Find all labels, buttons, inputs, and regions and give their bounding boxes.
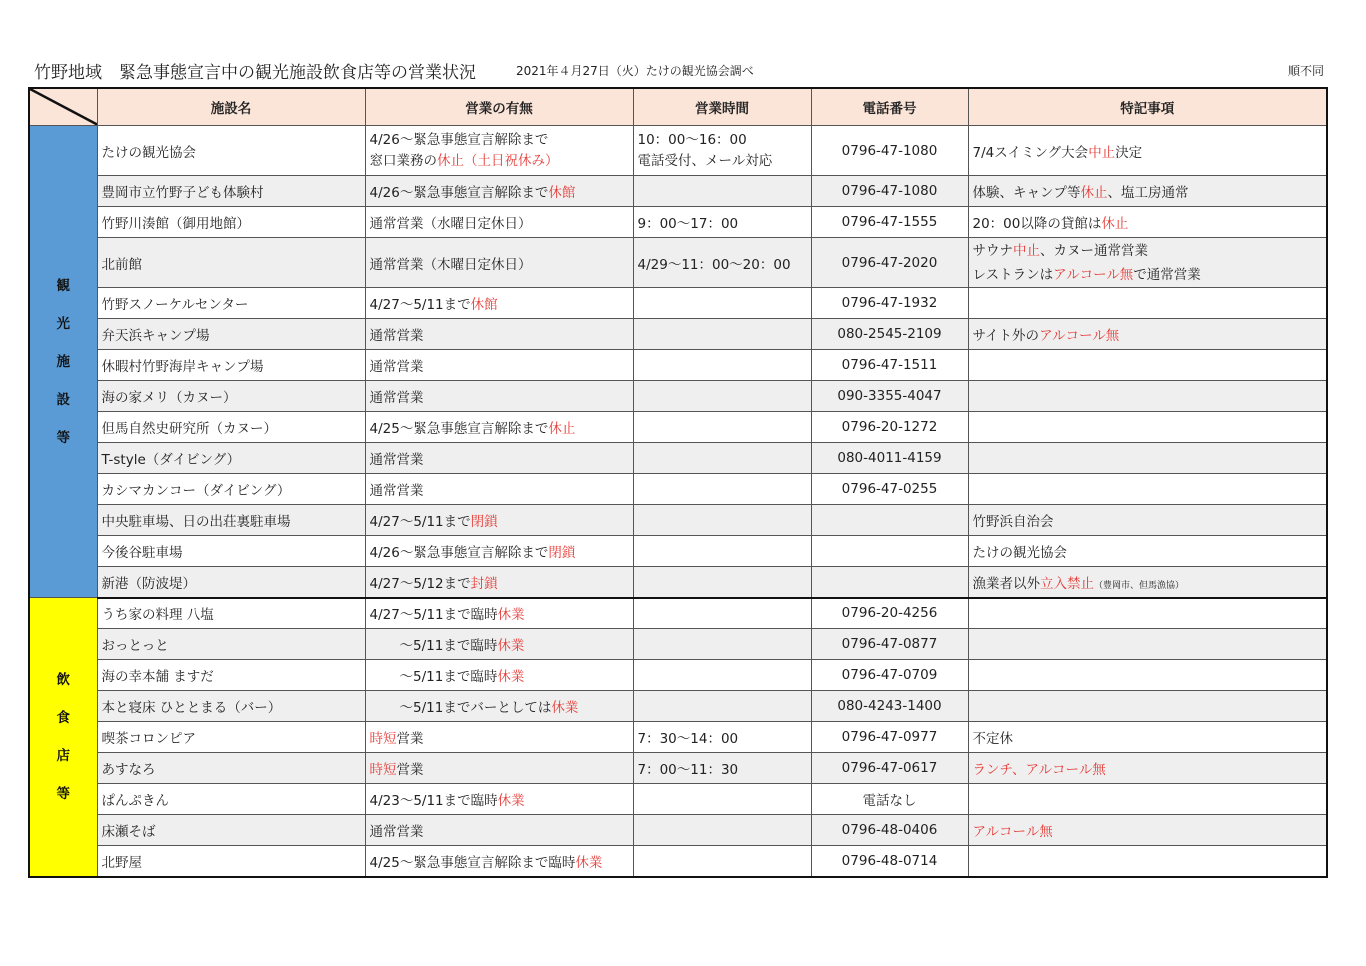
table-row <box>29 660 1327 691</box>
note-text: サイト外の <box>972 328 1040 344</box>
note-text: 決定 <box>1115 144 1143 161</box>
table-row <box>29 753 1327 784</box>
facility-name: T-style（ダイビング） <box>97 443 365 474</box>
facility-name: たけの観光協会 <box>97 126 365 176</box>
category-food <box>29 598 97 877</box>
table-row <box>29 238 1327 288</box>
status-highlight: 休館 <box>470 297 498 313</box>
status-highlight: 休館 <box>548 185 576 201</box>
notes-cell <box>968 598 1327 629</box>
hours-cell <box>633 784 811 815</box>
notes-cell <box>968 629 1327 660</box>
hours-cell: 7：00～11：30 <box>633 753 811 784</box>
hours-cell <box>633 288 811 319</box>
facility-name: おっとっと <box>97 629 365 660</box>
notes-cell <box>968 660 1327 691</box>
hours-cell <box>633 598 811 629</box>
notes-cell <box>968 691 1327 722</box>
status-text: 4/25～緊急事態宣言解除まで臨時 <box>369 854 576 871</box>
table-row <box>29 784 1327 815</box>
status-text-line2 <box>370 151 629 172</box>
phone-number: 0796-47-1555 <box>811 207 968 238</box>
category-char: 店 <box>56 747 70 764</box>
notes-cell: ランチ、アルコール無 <box>968 753 1327 784</box>
status-cell <box>365 753 633 784</box>
status-text: 4/27～5/11まで <box>369 514 471 530</box>
facility-name: あすなろ <box>97 753 365 784</box>
note-text: 20：00以降の貸館は <box>972 216 1102 232</box>
note-highlight: 休止 <box>1101 216 1129 232</box>
status-text: 営業 <box>396 762 424 778</box>
status-text: 4/26～緊急事態宣言解除まで <box>369 185 549 201</box>
facility-name: 北野屋 <box>97 846 365 877</box>
status-highlight: 時短 <box>369 762 397 778</box>
notes-cell <box>968 126 1327 176</box>
phone-number: 電話なし <box>811 784 968 815</box>
hours-cell <box>633 660 811 691</box>
facility-name: 竹野川湊館（御用地館） <box>97 207 365 238</box>
table-row <box>29 722 1327 753</box>
table-row <box>29 176 1327 207</box>
hours-cell <box>633 126 811 176</box>
status-cell <box>365 846 633 877</box>
status-cell: 通常営業 <box>365 381 633 412</box>
notes-cell <box>968 443 1327 474</box>
facility-name: ぱんぷきん <box>97 784 365 815</box>
notes-cell <box>968 288 1327 319</box>
notes-cell: 竹野浜自治会 <box>968 505 1327 536</box>
facility-name: うち家の料理 八塩 <box>97 598 365 629</box>
phone-number: 0796-20-4256 <box>811 598 968 629</box>
notes-cell <box>968 474 1327 505</box>
notes-cell <box>968 846 1327 877</box>
status-cell <box>365 505 633 536</box>
table-row <box>29 567 1327 598</box>
status-cell <box>365 691 633 722</box>
facility-name: 新港（防波堤） <box>97 567 365 598</box>
hours-cell <box>633 381 811 412</box>
hours-cell <box>633 846 811 877</box>
facility-name: 中央駐車場、日の出荘裏駐車場 <box>97 505 365 536</box>
document-title: 竹野地域 緊急事態宣言中の観光施設飲食店等の営業状況 <box>34 63 476 83</box>
facility-name: 今後谷駐車場 <box>97 536 365 567</box>
status-text: 4/23～5/11まで臨時 <box>369 793 498 809</box>
hours-cell <box>633 176 811 207</box>
phone-number: 0796-20-1272 <box>811 412 968 443</box>
notes-cell <box>968 176 1327 207</box>
phone-number <box>811 567 968 598</box>
status-highlight: 休業 <box>497 793 525 809</box>
phone-number: 0796-47-2020 <box>811 238 968 288</box>
note-line <box>973 239 1323 263</box>
note-small-text: （豊岡市、但馬漁協） <box>1094 580 1185 591</box>
status-cell <box>365 629 633 660</box>
status-indented <box>370 665 525 685</box>
hours-cell: 9：00～17：00 <box>633 207 811 238</box>
status-cell <box>365 722 633 753</box>
column-header-facility: 施設名 <box>97 88 365 126</box>
hours-cell <box>633 474 811 505</box>
note-highlight: 中止 <box>1013 242 1040 259</box>
status-highlight: 封鎖 <box>470 575 498 592</box>
facility-name: 北前館 <box>97 238 365 288</box>
status-cell <box>365 176 633 207</box>
status-text: 4/25～緊急事態宣言解除まで <box>369 421 549 437</box>
note-highlight: 休止 <box>1080 185 1108 201</box>
notes-cell: アルコール無 <box>968 815 1327 846</box>
hours-cell <box>633 629 811 660</box>
status-cell <box>365 536 633 567</box>
status-highlight: 時短 <box>369 731 397 747</box>
phone-number: 0796-48-0406 <box>811 815 968 846</box>
facility-name: 海の幸本舗 ますだ <box>97 660 365 691</box>
phone-number <box>811 536 968 567</box>
notes-cell: たけの観光協会 <box>968 536 1327 567</box>
hours-cell <box>633 505 811 536</box>
status-indented <box>370 696 579 716</box>
table-row <box>29 126 1327 176</box>
status-cell <box>365 660 633 691</box>
note-text: 、カヌー通常営業 <box>1040 242 1148 259</box>
note-text: 漁業者以外 <box>972 575 1040 592</box>
note-text: 体験、キャンプ等 <box>972 185 1081 201</box>
phone-number: 0796-47-1080 <box>811 126 968 176</box>
phone-number: 0796-47-0709 <box>811 660 968 691</box>
note-text: 7/4スイミング大会 <box>972 144 1089 161</box>
table-row <box>29 846 1327 877</box>
status-cell: 通常営業 <box>365 350 633 381</box>
status-text: 4/27～5/11まで <box>369 297 471 313</box>
facility-name: 床瀬そば <box>97 815 365 846</box>
notes-cell <box>968 784 1327 815</box>
status-text: 窓口業務の <box>369 152 437 169</box>
hours-text: 10：00～16：00 <box>637 131 747 148</box>
status-highlight: 休業 <box>497 638 525 654</box>
status-highlight: 休業 <box>497 607 525 624</box>
status-highlight: 休業 <box>551 700 579 716</box>
status-cell: 通常営業 <box>365 474 633 505</box>
column-header-status: 営業の有無 <box>365 88 633 126</box>
hours-cell <box>633 350 811 381</box>
hours-cell: 4/29～11：00～20：00 <box>633 238 811 288</box>
category-char: 施 <box>56 353 70 370</box>
status-highlight: 閉鎖 <box>470 514 498 530</box>
table-row <box>29 443 1327 474</box>
phone-number: 0796-47-1080 <box>811 176 968 207</box>
hours-cell <box>633 691 811 722</box>
phone-number: 0796-47-0877 <box>811 629 968 660</box>
status-text: 営業 <box>396 731 424 747</box>
facility-name: 但馬自然史研究所（カヌー） <box>97 412 365 443</box>
table-row <box>29 207 1327 238</box>
status-cell: 通常営業 <box>365 443 633 474</box>
table-row <box>29 691 1327 722</box>
status-cell <box>365 598 633 629</box>
phone-number: 0796-47-1932 <box>811 288 968 319</box>
hours-cell: 7：30～14：00 <box>633 722 811 753</box>
hours-cell <box>633 815 811 846</box>
table-row <box>29 815 1327 846</box>
notes-cell <box>968 350 1327 381</box>
status-cell <box>365 126 633 176</box>
hours-cell <box>633 319 811 350</box>
facility-name: 休暇村竹野海岸キャンプ場 <box>97 350 365 381</box>
category-char: 等 <box>56 785 70 802</box>
phone-number: 080-4243-1400 <box>811 691 968 722</box>
notes-cell <box>968 207 1327 238</box>
status-cell <box>365 567 633 598</box>
phone-number: 0796-48-0714 <box>811 846 968 877</box>
status-cell <box>365 288 633 319</box>
table-row <box>29 536 1327 567</box>
status-cell: 通常営業 <box>365 319 633 350</box>
phone-number: 0796-47-0255 <box>811 474 968 505</box>
business-status-table <box>28 87 1328 878</box>
hours-cell <box>633 412 811 443</box>
note-highlight: アルコール無 <box>1039 328 1120 344</box>
hours-cell <box>633 443 811 474</box>
status-cell: 通常営業（水曜日定休日） <box>365 207 633 238</box>
facility-name: 竹野スノーケルセンター <box>97 288 365 319</box>
status-cell <box>365 784 633 815</box>
facility-name: 豊岡市立竹野子ども体験村 <box>97 176 365 207</box>
column-header-phone: 電話番号 <box>811 88 968 126</box>
column-header-hours: 営業時間 <box>633 88 811 126</box>
corner-cell <box>29 88 97 126</box>
category-char: 設 <box>56 391 70 408</box>
note-highlight: アルコール無 <box>1053 266 1134 283</box>
category-char: 食 <box>56 709 70 726</box>
hours-cell <box>633 536 811 567</box>
facility-name: 弁天浜キャンプ場 <box>97 319 365 350</box>
notes-cell <box>968 412 1327 443</box>
status-text: 4/27～5/11まで臨時 <box>369 607 498 624</box>
column-header-notes: 特記事項 <box>968 88 1327 126</box>
notes-cell: 不定休 <box>968 722 1327 753</box>
facility-name: カシマカンコー（ダイビング） <box>97 474 365 505</box>
facility-name: 喫茶コロンピア <box>97 722 365 753</box>
category-char: 飲 <box>56 671 70 688</box>
phone-number: 0796-47-0617 <box>811 753 968 784</box>
status-highlight: 休止（土日祝休み） <box>437 152 559 169</box>
status-highlight: 休業 <box>575 854 603 871</box>
status-cell: 通常営業（木曜日定休日） <box>365 238 633 288</box>
category-sightseeing <box>29 126 97 598</box>
status-cell: 通常営業 <box>365 815 633 846</box>
table-row <box>29 412 1327 443</box>
table-row <box>29 319 1327 350</box>
notes-cell <box>968 381 1327 412</box>
note-text: 、塩工房通常 <box>1107 185 1189 201</box>
phone-number: 090-3355-4047 <box>811 381 968 412</box>
status-text: 4/26～緊急事態宣言解除まで <box>369 545 549 561</box>
phone-number: 080-4011-4159 <box>811 443 968 474</box>
survey-date-note: 2021年４月27日（火）たけの観光協会調べ <box>516 64 754 78</box>
table-row <box>29 505 1327 536</box>
phone-number: 0796-47-0977 <box>811 722 968 753</box>
phone-number: 0796-47-1511 <box>811 350 968 381</box>
category-char: 観 <box>56 277 70 294</box>
notes-cell <box>968 238 1327 288</box>
status-text: 4/26～緊急事態宣言解除まで <box>369 131 549 148</box>
table-row <box>29 629 1327 660</box>
phone-number <box>811 505 968 536</box>
status-text: ～5/11まで臨時 <box>399 638 498 654</box>
note-highlight: 中止 <box>1088 144 1116 161</box>
note-text: で通常営業 <box>1133 266 1201 283</box>
note-line <box>973 263 1323 287</box>
table-row <box>29 381 1327 412</box>
status-cell <box>365 412 633 443</box>
note-highlight: 立入禁止 <box>1040 575 1094 592</box>
facility-name: 本と寝床 ひととまる（バー） <box>97 691 365 722</box>
hours-cell <box>633 567 811 598</box>
note-text: レストランは <box>972 266 1054 283</box>
status-highlight: 休止 <box>548 421 576 437</box>
notes-cell <box>968 319 1327 350</box>
document-header <box>34 58 1324 82</box>
corner-diagonal <box>30 89 97 125</box>
category-char: 光 <box>56 315 70 332</box>
status-indented <box>370 634 525 654</box>
hours-text: 電話受付、メール対応 <box>637 152 773 169</box>
status-text: ～5/11までバーとしては <box>399 700 552 716</box>
status-text: 4/27～5/12まで <box>369 575 471 592</box>
table-header-row <box>29 88 1327 126</box>
phone-number: 080-2545-2109 <box>811 319 968 350</box>
order-note: 順不同 <box>1287 64 1324 78</box>
table-row <box>29 598 1327 629</box>
status-text: ～5/11まで臨時 <box>399 669 498 685</box>
status-highlight: 閉鎖 <box>548 545 576 561</box>
note-text: サウナ <box>972 242 1013 259</box>
table-row <box>29 474 1327 505</box>
notes-cell <box>968 567 1327 598</box>
table-row <box>29 350 1327 381</box>
facility-name: 海の家メリ（カヌー） <box>97 381 365 412</box>
table-row <box>29 288 1327 319</box>
category-char: 等 <box>56 429 70 446</box>
status-highlight: 休業 <box>497 669 525 685</box>
